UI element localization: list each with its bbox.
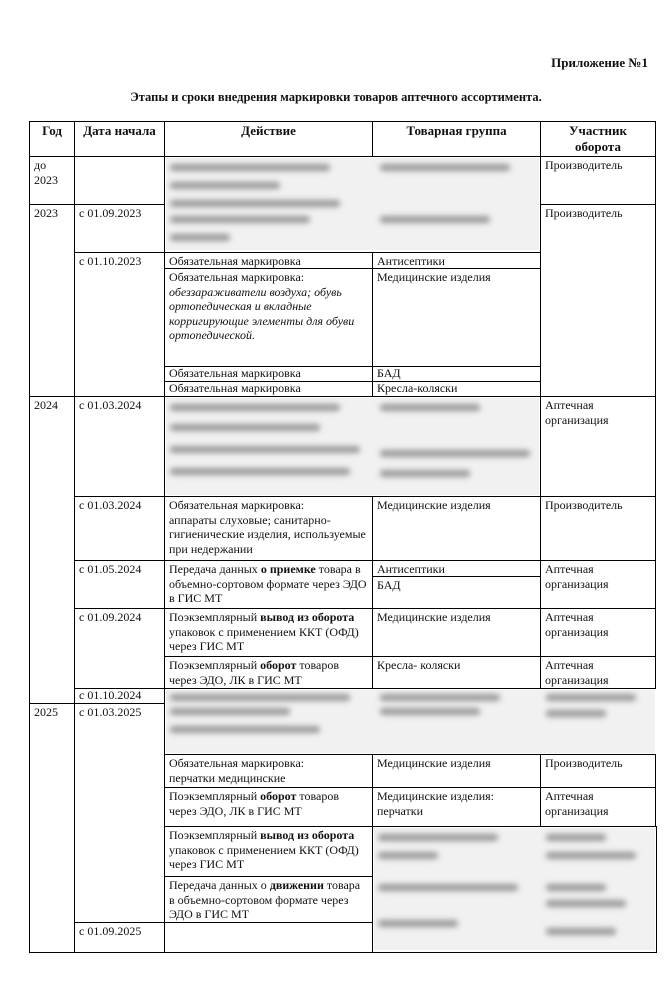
- date-cell: [74, 156, 165, 205]
- text: Передача данных: [169, 562, 261, 576]
- group-cell: Медицинские изделия: [372, 268, 541, 367]
- participant-cell: Аптечная организация: [540, 787, 656, 827]
- action-cell: [164, 826, 373, 877]
- group-cell: БАД: [372, 366, 541, 382]
- participant-cell: Производитель: [540, 754, 656, 788]
- text-bold: оборот: [260, 658, 297, 672]
- participant-cell: Производитель: [540, 496, 656, 561]
- participant-cell: Аптечная организация: [540, 560, 656, 609]
- date-cell: с 01.10.2023: [74, 252, 165, 397]
- action-items: обеззараживатели воздуха; обувь ортопедическая и вкладные корригирующие элементы для обуви ортопедической.: [169, 284, 355, 342]
- year-cell: 2024: [29, 396, 75, 704]
- participant-cell: Производитель: [540, 156, 656, 205]
- group-cell: Антисептики: [372, 252, 541, 269]
- header-action: Действие: [164, 121, 373, 157]
- action-cell: [164, 922, 373, 953]
- participant-cell: Аптечная организация: [540, 396, 656, 497]
- date-cell: с 01.03.2024: [74, 496, 165, 561]
- action-text: Обязательная маркировка:: [169, 270, 305, 284]
- text: товаров через ЭДО, ЛК в ГИС МТ: [169, 789, 339, 818]
- group-cell: Медицинские изделия: [372, 754, 541, 788]
- annex-number: Приложение №1: [551, 55, 648, 70]
- date-cell: с 01.03.2024: [74, 396, 165, 497]
- redacted-region: [166, 158, 539, 250]
- action-items: аппараты слуховые; санитарно-гигиенические изделия, используемые при недержании: [169, 512, 366, 556]
- text-bold: вывод из оборота: [260, 828, 355, 842]
- date-cell: с 01.09.2023: [74, 204, 165, 253]
- action-cell: [164, 754, 373, 788]
- group-cell: Медицинские изделия: [372, 608, 541, 657]
- participant-cell: Производитель: [540, 204, 656, 397]
- date-cell: с 01.09.2025: [74, 922, 165, 953]
- action-items: перчатки медицинские: [169, 770, 286, 785]
- action-cell: Обязательная маркировка: [164, 381, 373, 397]
- header-year: Год: [29, 121, 75, 157]
- header-product-group: Товарная группа: [372, 121, 541, 157]
- year-cell: 2025: [29, 703, 75, 953]
- redacted-region: [374, 828, 655, 950]
- action-cell: [164, 876, 373, 923]
- action-cell: Обязательная маркировка: [164, 252, 373, 269]
- group-cell: Антисептики: [372, 560, 541, 577]
- action-cell: [164, 787, 373, 827]
- group-cell: Медицинские изделия: [372, 496, 541, 561]
- date-cell: с 01.03.2025: [74, 703, 165, 923]
- text: Поэкземплярный: [169, 828, 261, 842]
- participant-cell: Аптечная организация: [540, 608, 656, 657]
- text-bold: вывод из оборота: [260, 610, 355, 624]
- text: товаров через ЭДО, ЛК в ГИС МТ: [169, 658, 339, 687]
- year-cell: 2023: [29, 204, 75, 397]
- date-cell: с 01.10.2024: [74, 688, 165, 704]
- year-cell: до 2023: [29, 156, 75, 205]
- text: Поэкземплярный: [169, 789, 261, 803]
- text: товара в объемно-сортовом формате через ЭДО в ГИС МТ: [169, 878, 361, 921]
- text-bold: оборот: [260, 789, 297, 803]
- text: Передача данных о: [169, 878, 270, 892]
- action-cell: Обязательная маркировка: [164, 366, 373, 382]
- group-cell: Медицинские изделия: перчатки: [372, 787, 541, 827]
- group-cell: Кресла- коляски: [372, 656, 541, 689]
- action-text: Обязательная маркировка:: [169, 756, 305, 770]
- date-cell: с 01.05.2024: [74, 560, 165, 609]
- action-cell: [164, 608, 373, 657]
- action-text: Обязательная маркировка:: [169, 498, 305, 512]
- action-cell: [164, 560, 373, 609]
- redacted-region: [166, 690, 655, 753]
- text: Поэкземплярный: [169, 658, 261, 672]
- group-cell: Кресла-коляски: [372, 381, 541, 397]
- group-cell: БАД: [372, 576, 541, 609]
- text: Поэкземплярный: [169, 610, 261, 624]
- action-cell: [164, 656, 373, 689]
- action-cell: [164, 268, 373, 367]
- action-cell: [164, 496, 373, 561]
- header-participant: Участник оборота: [540, 121, 656, 157]
- text: упаковок с применением ККТ (ОФД) через ГИС МТ: [169, 624, 359, 653]
- text: товара в объемно-сортовом формате через ЭДО в ГИС МТ: [169, 562, 367, 605]
- text-bold: движении: [269, 878, 324, 892]
- text: упаковок с применением ККТ (ОФД) через ГИС МТ: [169, 842, 359, 871]
- redacted-region: [166, 398, 539, 495]
- participant-cell: Аптечная организация: [540, 656, 656, 689]
- date-cell: с 01.09.2024: [74, 608, 165, 689]
- document-title: Этапы и сроки внедрения маркировки товаров аптечного ассортимента.: [130, 90, 542, 104]
- text-bold: о приемке: [260, 562, 316, 576]
- header-start-date: Дата начала: [74, 121, 165, 157]
